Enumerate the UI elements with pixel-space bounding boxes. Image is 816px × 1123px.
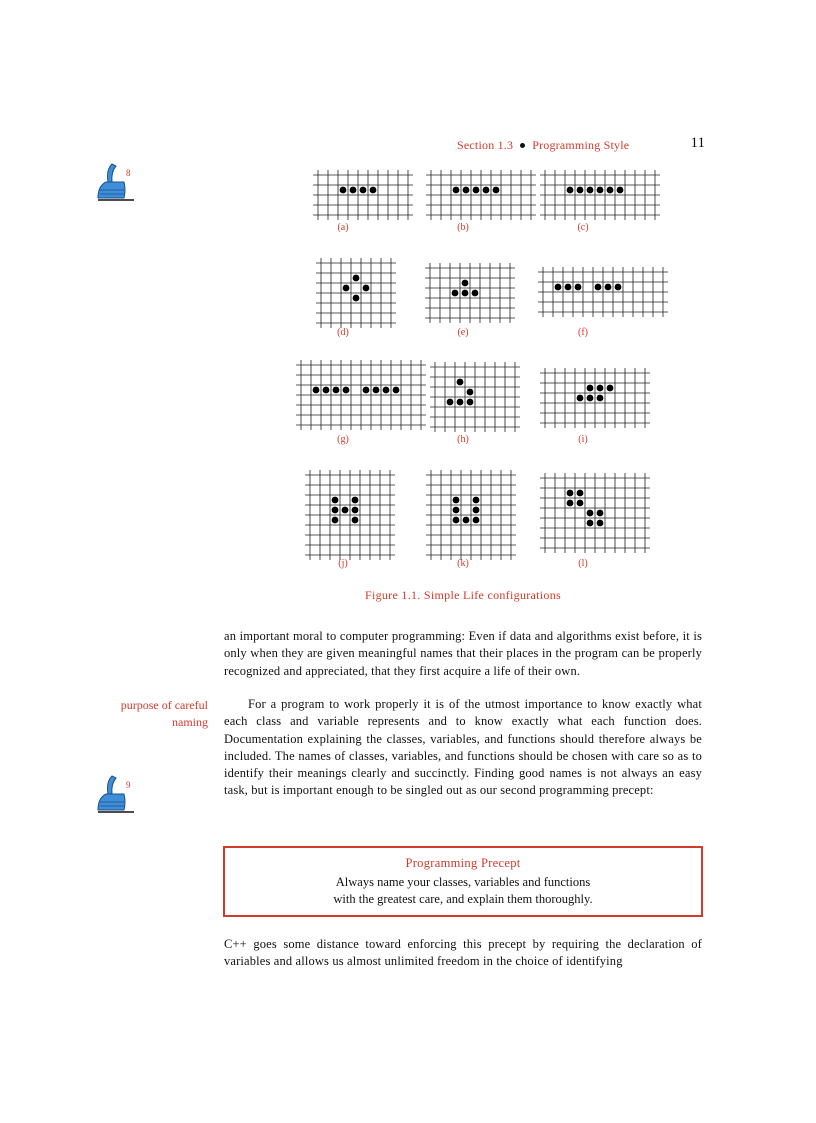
section-title bbox=[457, 138, 629, 153]
living-cell bbox=[615, 284, 622, 291]
margin-marker-icon bbox=[94, 160, 136, 204]
living-cell bbox=[463, 187, 470, 194]
section-number: Section 1.3 bbox=[457, 138, 514, 152]
living-cell bbox=[587, 385, 594, 392]
life-grid-i bbox=[540, 368, 650, 428]
living-cell bbox=[342, 507, 349, 514]
living-cell bbox=[350, 187, 357, 194]
living-cell bbox=[457, 379, 464, 386]
subfigure-label: (i) bbox=[578, 434, 588, 445]
life-grid-h bbox=[430, 362, 520, 432]
computer-lamp-icon bbox=[94, 160, 136, 204]
living-cell bbox=[483, 187, 490, 194]
life-grid-c bbox=[540, 170, 660, 220]
living-cell bbox=[567, 187, 574, 194]
subfigure-label: (k) bbox=[457, 558, 469, 569]
living-cell bbox=[605, 284, 612, 291]
living-cell bbox=[587, 510, 594, 517]
living-cell bbox=[467, 399, 474, 406]
paragraph: For a program to work properly it is of the utmost importance to know exactly what each class and variable represents and to know exactly what each function does. Documentation explaining the classes, variables, and functions should therefore always be included. The names of classes, variables, and functions should be chosen with care so as to identify their meanings clearly and succinctly. Finding good names is not always an easy task, but is important enough to be singled out as our second programming precept: bbox=[224, 697, 702, 798]
living-cell bbox=[462, 290, 469, 297]
subfigure-label: (j) bbox=[338, 558, 348, 569]
living-cell bbox=[597, 520, 604, 527]
living-cell bbox=[567, 490, 574, 497]
living-cell bbox=[363, 387, 370, 394]
living-cell bbox=[373, 387, 380, 394]
life-grid-a bbox=[313, 170, 413, 220]
bullet-separator bbox=[520, 143, 525, 148]
living-cell bbox=[473, 517, 480, 524]
subfigure-label: (h) bbox=[457, 434, 469, 445]
living-cell bbox=[577, 490, 584, 497]
precept-title: Programming Precept bbox=[405, 856, 521, 870]
subfigure-label: (f) bbox=[578, 327, 588, 338]
living-cell bbox=[360, 187, 367, 194]
living-cell bbox=[565, 284, 572, 291]
living-cell bbox=[472, 290, 479, 297]
living-cell bbox=[332, 497, 339, 504]
living-cell bbox=[462, 280, 469, 287]
subfigure-label: (d) bbox=[337, 327, 349, 338]
precept-box bbox=[223, 846, 703, 917]
living-cell bbox=[332, 517, 339, 524]
running-head bbox=[455, 136, 705, 156]
living-cell bbox=[363, 285, 370, 292]
living-cell bbox=[343, 285, 350, 292]
living-cell bbox=[447, 399, 454, 406]
living-cell bbox=[457, 399, 464, 406]
living-cell bbox=[493, 187, 500, 194]
living-cell bbox=[617, 187, 624, 194]
living-cell bbox=[340, 187, 347, 194]
page-number: 11 bbox=[690, 135, 705, 151]
subfigure-label: (l) bbox=[578, 558, 588, 569]
life-grid-g bbox=[296, 360, 426, 430]
living-cell bbox=[607, 187, 614, 194]
life-grid-k bbox=[426, 470, 516, 560]
living-cell bbox=[575, 284, 582, 291]
living-cell bbox=[333, 387, 340, 394]
living-cell bbox=[452, 290, 459, 297]
section-name: Programming Style bbox=[532, 138, 630, 152]
living-cell bbox=[323, 387, 330, 394]
living-cell bbox=[567, 500, 574, 507]
living-cell bbox=[463, 517, 470, 524]
living-cell bbox=[352, 497, 359, 504]
living-cell bbox=[597, 395, 604, 402]
marker-number: 9 bbox=[126, 780, 131, 790]
subfigure-label: (b) bbox=[457, 222, 469, 233]
precept-text bbox=[225, 874, 701, 908]
paragraph: an important moral to computer programming: Even if data and algorithms exist before, it is only when they are given meaningful names that their places in the program can be properly recognized and appreciated, that they first acquire a life of their own. bbox=[224, 629, 702, 678]
living-cell bbox=[393, 387, 400, 394]
living-cell bbox=[587, 395, 594, 402]
living-cell bbox=[473, 187, 480, 194]
marker-number: 8 bbox=[126, 168, 131, 178]
margin-marker-icon bbox=[94, 772, 136, 816]
subfigure-label: (a) bbox=[337, 222, 349, 233]
living-cell bbox=[607, 385, 614, 392]
margin-note bbox=[110, 697, 208, 731]
life-grid-j bbox=[305, 470, 395, 560]
life-grid-b bbox=[426, 170, 536, 220]
precept-line: Always name your classes, variables and functions bbox=[335, 875, 591, 889]
living-cell bbox=[597, 385, 604, 392]
margin-note-line: purpose of careful bbox=[120, 698, 208, 712]
subfigure-label: (e) bbox=[457, 327, 469, 338]
living-cell bbox=[313, 387, 320, 394]
computer-lamp-icon bbox=[94, 772, 136, 816]
paragraph: C++ goes some distance toward enforcing this precept by requiring the declaration of variables and allows us almost unlimited freedom in the choice of identifying bbox=[224, 937, 702, 969]
living-cell bbox=[587, 520, 594, 527]
living-cell bbox=[453, 187, 460, 194]
living-cell bbox=[353, 295, 360, 302]
figure-caption: Figure 1.1. Simple Life configurations bbox=[364, 588, 562, 602]
living-cell bbox=[332, 507, 339, 514]
living-cell bbox=[577, 500, 584, 507]
living-cell bbox=[473, 507, 480, 514]
living-cell bbox=[577, 187, 584, 194]
living-cell bbox=[587, 187, 594, 194]
life-grid-d bbox=[316, 258, 396, 328]
precept-line: with the greatest care, and explain them thoroughly. bbox=[333, 892, 593, 906]
living-cell bbox=[453, 517, 460, 524]
living-cell bbox=[453, 507, 460, 514]
living-cell bbox=[597, 187, 604, 194]
margin-note-line: naming bbox=[172, 715, 208, 729]
living-cell bbox=[370, 187, 377, 194]
life-grid-e bbox=[425, 263, 515, 323]
living-cell bbox=[383, 387, 390, 394]
subfigure-label: (c) bbox=[577, 222, 589, 233]
living-cell bbox=[352, 517, 359, 524]
living-cell bbox=[353, 275, 360, 282]
living-cell bbox=[343, 387, 350, 394]
living-cell bbox=[467, 389, 474, 396]
living-cell bbox=[595, 284, 602, 291]
living-cell bbox=[555, 284, 562, 291]
living-cell bbox=[453, 497, 460, 504]
living-cell bbox=[473, 497, 480, 504]
subfigure-label: (g) bbox=[337, 434, 349, 445]
life-grid-l bbox=[540, 473, 650, 553]
living-cell bbox=[577, 395, 584, 402]
living-cell bbox=[352, 507, 359, 514]
living-cell bbox=[597, 510, 604, 517]
life-grid-f bbox=[538, 267, 668, 317]
